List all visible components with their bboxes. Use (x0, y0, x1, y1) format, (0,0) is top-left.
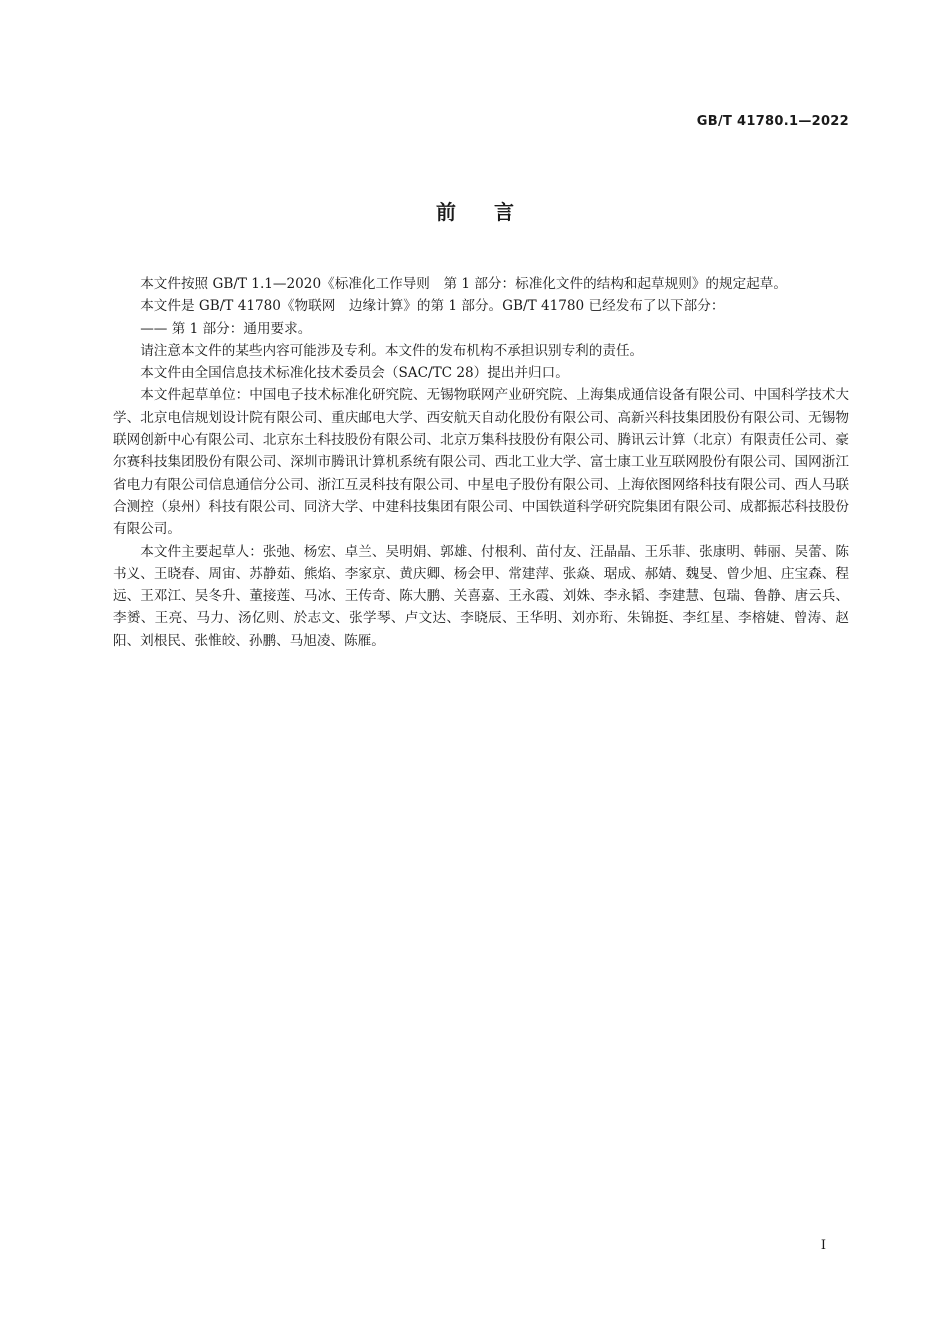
paragraph-drafting-organizations: 本文件起草单位：中国电子技术标准化研究院、无锡物联网产业研究院、上海集成通信设备有限公司、中国科学技术大学、北京电信规划设计院有限公司、重庆邮电大学、西安航天自动化股份有限公司、高新兴科技集团股份有限公司、无锡物联网创新中心有限公司、北京东土科技股份有限公司、北京万集科技股份有限公司、腾讯云计算（北京）有限责任公司、豪尔赛科技集团股份有限公司、深圳市腾讯计算机系统有限公司、西北工业大学、富士康工业互联网股份有限公司、国网浙江省电力有限公司信息通信分公司、浙江互灵科技有限公司、中星电子股份有限公司、上海依图网络科技有限公司、西人马联合测控（泉州）科技有限公司、同济大学、中建科技集团有限公司、中国铁道科学研究院集团有限公司、成都振芯科技股份有限公司。 (113, 387, 849, 538)
paragraph-drafting-rules: 本文件按照 GB/T 1.1—2020《标准化工作导则 第 1 部分：标准化文件的结构和起草规则》的规定起草。 (140, 276, 787, 292)
paragraph-series-intro: 本文件是 GB/T 41780《物联网 边缘计算》的第 1 部分。GB/T 41780 已经发布了以下部分： (140, 298, 725, 315)
paragraph-proposer: 本文件由全国信息技术标准化技术委员会（SAC/TC 28）提出并归口。 (140, 365, 569, 382)
paragraph-drafters: 本文件主要起草人：张弛、杨宏、卓兰、吴明娟、郭雄、付根利、苗付友、汪晶晶、王乐菲、张康明、韩丽、吴蕾、陈书义、王晓春、周宙、苏静茹、熊焰、李家京、黄庆卿、杨会甲、常建萍、张焱、琚成、郝婧、魏旻、曾少旭、庄宝森、程远、王邓江、吴冬升、董接莲、马冰、王传奇、陈大鹏、关喜嘉、王永霞、刘姝、李永韬、李建慧、包瑞、鲁静、唐云兵、李赟、王亮、马力、汤亿则、於志文、张学琴、卢文达、李晓辰、王华明、刘亦珩、朱锦挺、李红星、李榕婕、曾涛、赵阳、刘根民、张惟皎、孙鹏、马旭凌、陈雁。 (113, 543, 849, 649)
paragraph-part-list: —— 第 1 部分：通用要求。 (140, 320, 312, 337)
page-number: I (820, 1238, 826, 1253)
paragraph-patent-notice: 请注意本文件的某些内容可能涉及专利。本文件的发布机构不承担识别专利的责任。 (140, 342, 644, 359)
page-title: 前言 (436, 200, 552, 224)
document-body (113, 273, 849, 652)
standard-code: GB/T 41780.1—2022 (696, 114, 849, 129)
